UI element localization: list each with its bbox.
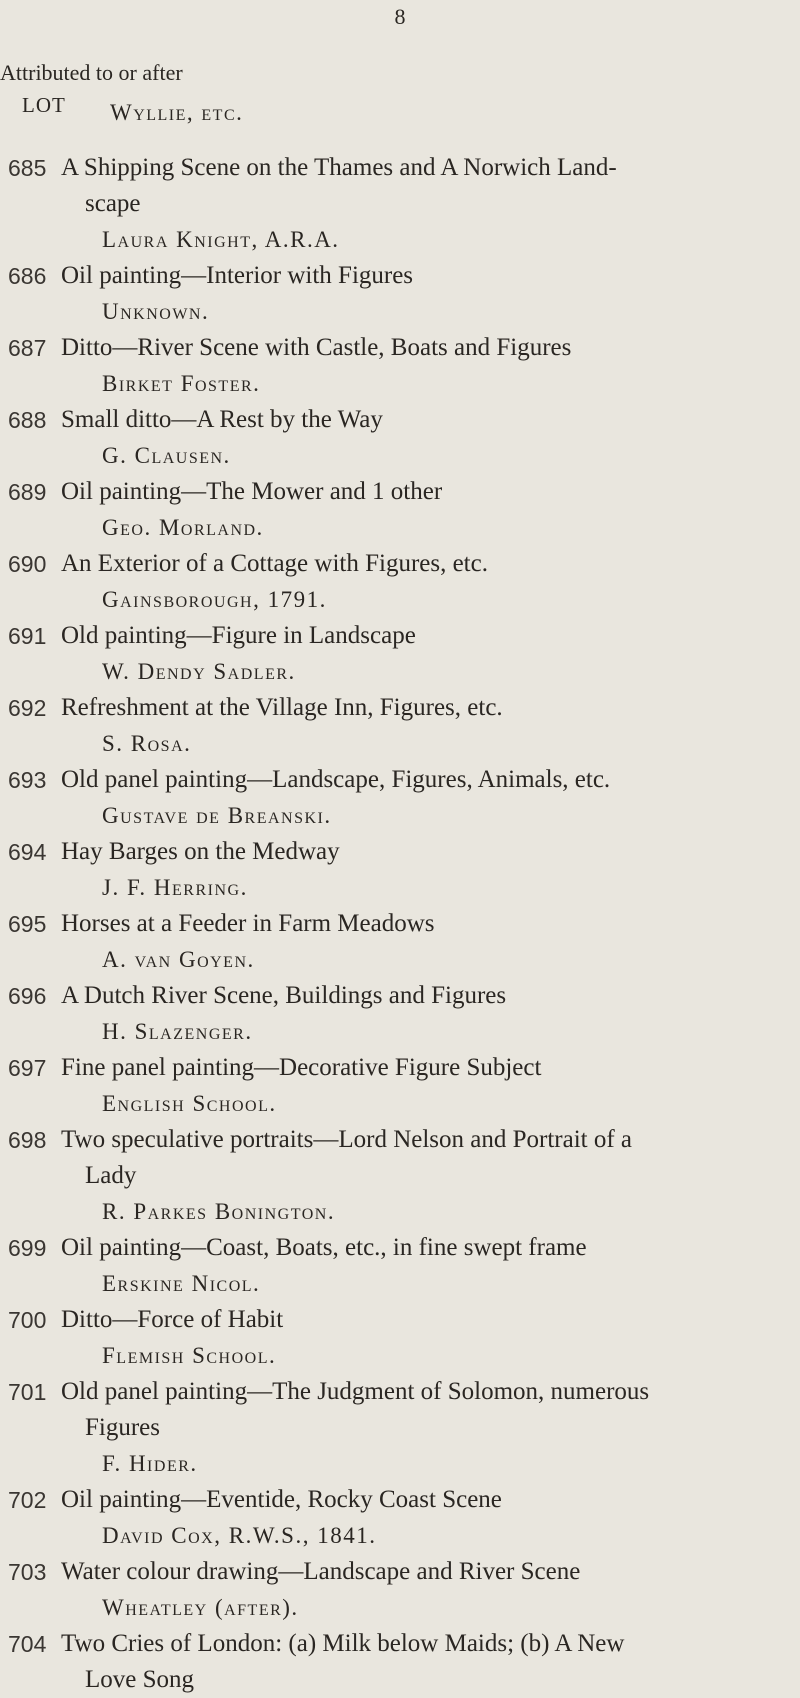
lot-column-label: LOT	[22, 93, 66, 117]
lot-entry	[0, 1626, 800, 1698]
artist-attribution: Wyllie, etc.	[110, 100, 244, 125]
lot-number: 704	[8, 1631, 47, 1657]
lot-title	[61, 474, 794, 510]
lot-artist: R. Parkes Bonington.	[102, 1199, 336, 1224]
lot-artist: Birket Foster.	[102, 371, 261, 396]
lot-title-text: An Exterior of a Cottage with Figures, etc.	[61, 550, 488, 577]
lot-title-text: Old panel painting—The Judgment of Solomon, numerous	[61, 1378, 650, 1405]
lot-title-text: Oil painting—Interior with Figures	[61, 262, 414, 289]
lot-title	[61, 834, 794, 870]
lot-title-text: Old painting—Figure in Landscape	[61, 622, 416, 649]
lot-number: 689	[8, 479, 47, 505]
lot-entry	[0, 1050, 800, 1122]
lot-title-text: Small ditto—A Rest by the Way	[61, 406, 383, 433]
lot-artist: H. Slazenger.	[102, 1019, 253, 1044]
lot-number: 691	[8, 623, 47, 649]
lot-title-text: Ditto—River Scene with Castle, Boats and Figures	[61, 334, 572, 361]
lot-entry	[0, 150, 800, 258]
lot-entry	[0, 1230, 800, 1302]
lot-number: 687	[8, 335, 47, 361]
lot-number: 688	[8, 407, 47, 433]
lot-title-continuation: Lady	[85, 1162, 137, 1189]
lot-entry	[0, 1554, 800, 1626]
lot-title-text: Fine panel painting—Decorative Figure Subject	[61, 1054, 542, 1081]
lot-artist: A. van Goyen.	[102, 947, 255, 972]
lot-number: 696	[8, 983, 47, 1009]
lot-entry	[0, 474, 800, 546]
lot-title-text: Hay Barges on the Medway	[61, 838, 340, 865]
lot-number: 686	[8, 263, 47, 289]
lot-title-text: Refreshment at the Village Inn, Figures, etc.	[61, 694, 503, 721]
lot-artist: Erskine Nicol.	[102, 1271, 261, 1296]
lot-title-text: Two Cries of London: (a) Milk below Maids; (b) A New	[61, 1630, 625, 1657]
lot-number: 700	[8, 1307, 47, 1333]
lot-title-continuation: scape	[85, 190, 141, 217]
lot-artist: J. F. Herring.	[102, 875, 248, 900]
lot-title	[61, 762, 794, 798]
lot-entry	[0, 1482, 800, 1554]
lot-title-text: Ditto—Force of Habit	[61, 1306, 284, 1333]
lot-number: 697	[8, 1055, 47, 1081]
lot-title	[61, 546, 794, 582]
lot-list	[0, 150, 800, 1698]
lot-entry	[0, 1122, 800, 1230]
lot-artist: G. Clausen.	[102, 443, 231, 468]
lot-entry	[0, 618, 800, 690]
section-header: Attributed to or after	[0, 60, 183, 85]
lot-title	[61, 258, 794, 294]
lot-number: 699	[8, 1235, 47, 1261]
lot-title	[61, 978, 794, 1014]
lot-number: 703	[8, 1559, 47, 1585]
lot-entry	[0, 762, 800, 834]
lot-artist: Laura Knight, A.R.A.	[102, 227, 340, 252]
lot-artist: Unknown.	[102, 299, 210, 324]
lot-entry	[0, 546, 800, 618]
lot-title-text: Oil painting—Eventide, Rocky Coast Scene	[61, 1486, 502, 1513]
lot-artist: S. Rosa.	[102, 731, 192, 756]
lot-entry	[0, 690, 800, 762]
lot-artist: Gustave de Breanski.	[102, 803, 332, 828]
lot-title	[61, 1230, 794, 1266]
lot-artist: David Cox, R.W.S., 1841.	[102, 1523, 377, 1548]
lot-title-text: A Shipping Scene on the Thames and A Norwich Land-	[61, 154, 617, 181]
lot-title-text: Two speculative portraits—Lord Nelson and Portrait of a	[61, 1126, 633, 1153]
lot-number: 685	[8, 155, 47, 181]
lot-number: 702	[8, 1487, 47, 1513]
lot-title	[61, 402, 794, 438]
lot-artist: F. Hider.	[102, 1451, 198, 1476]
lot-title	[61, 1554, 794, 1590]
lot-entry	[0, 1302, 800, 1374]
lot-number: 698	[8, 1127, 47, 1153]
lot-artist: Flemish School.	[102, 1343, 277, 1368]
lot-title	[61, 150, 794, 222]
lot-entry	[0, 906, 800, 978]
lot-number: 701	[8, 1379, 47, 1405]
lot-title-text: Oil painting—Coast, Boats, etc., in fine swept frame	[61, 1234, 587, 1261]
lot-title	[61, 1482, 794, 1518]
lot-artist: English School.	[102, 1091, 277, 1116]
lot-number: 690	[8, 551, 47, 577]
page-number: 8	[394, 4, 406, 29]
lot-title-text: Old panel painting—Landscape, Figures, Animals, etc.	[61, 766, 611, 793]
lot-number: 693	[8, 767, 47, 793]
lot-title	[61, 1050, 794, 1086]
lot-title	[61, 618, 794, 654]
lot-number: 692	[8, 695, 47, 721]
lot-title	[61, 690, 794, 726]
lot-entry	[0, 330, 800, 402]
lot-entry	[0, 402, 800, 474]
lot-entry	[0, 978, 800, 1050]
lot-title-text: A Dutch River Scene, Buildings and Figures	[61, 982, 507, 1009]
lot-title-continuation: Love Song	[85, 1666, 195, 1693]
lot-entry	[0, 258, 800, 330]
lot-entry	[0, 834, 800, 906]
lot-title-text: Horses at a Feeder in Farm Meadows	[61, 910, 435, 937]
lot-title	[61, 1374, 794, 1446]
lot-title	[61, 1626, 794, 1698]
lot-title	[61, 906, 794, 942]
lot-number: 694	[8, 839, 47, 865]
lot-title-text: Oil painting—The Mower and 1 other	[61, 478, 443, 505]
lot-entry	[0, 1374, 800, 1482]
lot-title	[61, 1302, 794, 1338]
lot-title-continuation: Figures	[85, 1414, 160, 1441]
lot-artist: Gainsborough, 1791.	[102, 587, 327, 612]
lot-title	[61, 1122, 794, 1194]
lot-artist: W. Dendy Sadler.	[102, 659, 296, 684]
lot-artist: Wheatley (after).	[102, 1595, 299, 1620]
lot-title-text: Water colour drawing—Landscape and River Scene	[61, 1558, 581, 1585]
lot-title	[61, 330, 794, 366]
lot-artist: Geo. Morland.	[102, 515, 264, 540]
lot-number: 695	[8, 911, 47, 937]
